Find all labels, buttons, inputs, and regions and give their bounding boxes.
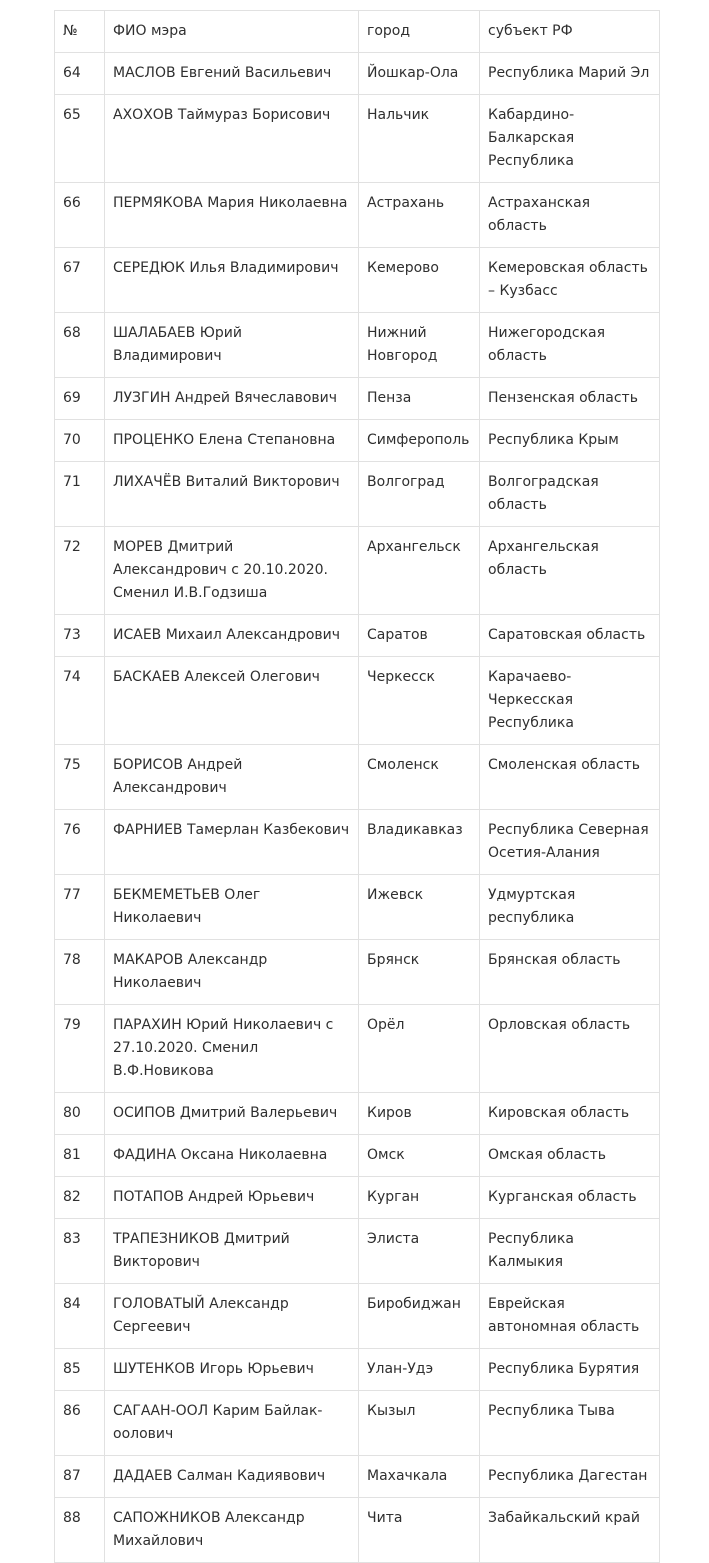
region-name: Республика Калмыкия bbox=[480, 1219, 660, 1284]
city-name: Архангельск bbox=[359, 527, 480, 615]
city-name: Нижний Новгород bbox=[359, 313, 480, 378]
mayor-name: ШАЛАБАЕВ Юрий Владимирович bbox=[105, 313, 359, 378]
row-number: 76 bbox=[55, 810, 105, 875]
row-number: 71 bbox=[55, 462, 105, 527]
region-name: Забайкальский край bbox=[480, 1498, 660, 1563]
region-name: Пензенская область bbox=[480, 378, 660, 420]
header-city: город bbox=[359, 11, 480, 53]
table-row bbox=[55, 810, 660, 875]
mayor-name: САГААН-ООЛ Карим Байлак-оолович bbox=[105, 1391, 359, 1456]
table-row bbox=[55, 940, 660, 1005]
city-name: Кызыл bbox=[359, 1391, 480, 1456]
row-number: 84 bbox=[55, 1284, 105, 1349]
row-number: 88 bbox=[55, 1498, 105, 1563]
table-row bbox=[55, 313, 660, 378]
city-name: Орёл bbox=[359, 1005, 480, 1093]
region-name: Брянская область bbox=[480, 940, 660, 1005]
row-number: 81 bbox=[55, 1135, 105, 1177]
city-name: Улан-Удэ bbox=[359, 1349, 480, 1391]
city-name: Киров bbox=[359, 1093, 480, 1135]
row-number: 67 bbox=[55, 248, 105, 313]
row-number: 79 bbox=[55, 1005, 105, 1093]
table-row bbox=[55, 95, 660, 183]
mayor-name: ПАРАХИН Юрий Николаевич с 27.10.2020. Сменил В.Ф.Новикова bbox=[105, 1005, 359, 1093]
region-name: Республика Крым bbox=[480, 420, 660, 462]
row-number: 68 bbox=[55, 313, 105, 378]
mayor-name: ИСАЕВ Михаил Александрович bbox=[105, 615, 359, 657]
table-row bbox=[55, 1177, 660, 1219]
city-name: Нальчик bbox=[359, 95, 480, 183]
table-row bbox=[55, 1093, 660, 1135]
mayor-name: САПОЖНИКОВ Александр Михайлович bbox=[105, 1498, 359, 1563]
mayor-name: МОРЕВ Дмитрий Александрович с 20.10.2020. Сменил И.В.Годзиша bbox=[105, 527, 359, 615]
region-name: Кабардино-Балкарская Республика bbox=[480, 95, 660, 183]
mayor-name: СЕРЕДЮК Илья Владимирович bbox=[105, 248, 359, 313]
table-row bbox=[55, 1456, 660, 1498]
row-number: 69 bbox=[55, 378, 105, 420]
region-name: Нижегородская область bbox=[480, 313, 660, 378]
mayor-name: ПРОЦЕНКО Елена Степановна bbox=[105, 420, 359, 462]
table-row bbox=[55, 657, 660, 745]
region-name: Смоленская область bbox=[480, 745, 660, 810]
row-number: 66 bbox=[55, 183, 105, 248]
row-number: 82 bbox=[55, 1177, 105, 1219]
city-name: Курган bbox=[359, 1177, 480, 1219]
region-name: Республика Тыва bbox=[480, 1391, 660, 1456]
mayor-name: ШУТЕНКОВ Игорь Юрьевич bbox=[105, 1349, 359, 1391]
region-name: Республика Марий Эл bbox=[480, 53, 660, 95]
row-number: 64 bbox=[55, 53, 105, 95]
city-name: Махачкала bbox=[359, 1456, 480, 1498]
table-row bbox=[55, 745, 660, 810]
city-name: Симферополь bbox=[359, 420, 480, 462]
mayor-name: ФАРНИЕВ Тамерлан Казбекович bbox=[105, 810, 359, 875]
city-name: Пенза bbox=[359, 378, 480, 420]
row-number: 73 bbox=[55, 615, 105, 657]
mayor-name: АХОХОВ Таймураз Борисович bbox=[105, 95, 359, 183]
region-name: Архангельская область bbox=[480, 527, 660, 615]
table-row bbox=[55, 527, 660, 615]
table-body bbox=[55, 53, 660, 1563]
region-name: Удмуртская республика bbox=[480, 875, 660, 940]
row-number: 72 bbox=[55, 527, 105, 615]
table-row bbox=[55, 462, 660, 527]
header-region: субъект РФ bbox=[480, 11, 660, 53]
header-mayor-name: ФИО мэра bbox=[105, 11, 359, 53]
mayor-name: ОСИПОВ Дмитрий Валерьевич bbox=[105, 1093, 359, 1135]
region-name: Волгоградская область bbox=[480, 462, 660, 527]
city-name: Элиста bbox=[359, 1219, 480, 1284]
region-name: Республика Северная Осетия-Алания bbox=[480, 810, 660, 875]
mayor-name: МАСЛОВ Евгений Васильевич bbox=[105, 53, 359, 95]
table-row bbox=[55, 1284, 660, 1349]
row-number: 87 bbox=[55, 1456, 105, 1498]
city-name: Кемерово bbox=[359, 248, 480, 313]
row-number: 85 bbox=[55, 1349, 105, 1391]
city-name: Ижевск bbox=[359, 875, 480, 940]
region-name: Кировская область bbox=[480, 1093, 660, 1135]
city-name: Смоленск bbox=[359, 745, 480, 810]
city-name: Владикавказ bbox=[359, 810, 480, 875]
mayor-name: ПЕРМЯКОВА Мария Николаевна bbox=[105, 183, 359, 248]
row-number: 70 bbox=[55, 420, 105, 462]
table-row bbox=[55, 183, 660, 248]
header-number: № bbox=[55, 11, 105, 53]
table-row bbox=[55, 1498, 660, 1563]
region-name: Астраханская область bbox=[480, 183, 660, 248]
region-name: Кемеровская область – Кузбасс bbox=[480, 248, 660, 313]
mayor-name: ФАДИНА Оксана Николаевна bbox=[105, 1135, 359, 1177]
table-row bbox=[55, 1135, 660, 1177]
region-name: Орловская область bbox=[480, 1005, 660, 1093]
header-row bbox=[55, 11, 660, 53]
table-row bbox=[55, 420, 660, 462]
mayor-name: ДАДАЕВ Салман Кадиявович bbox=[105, 1456, 359, 1498]
table-row bbox=[55, 1349, 660, 1391]
city-name: Волгоград bbox=[359, 462, 480, 527]
table-row bbox=[55, 1005, 660, 1093]
city-name: Чита bbox=[359, 1498, 480, 1563]
row-number: 78 bbox=[55, 940, 105, 1005]
region-name: Карачаево-Черкесская Республика bbox=[480, 657, 660, 745]
mayor-name: МАКАРОВ Александр Николаевич bbox=[105, 940, 359, 1005]
city-name: Астрахань bbox=[359, 183, 480, 248]
mayor-name: ГОЛОВАТЫЙ Александр Сергеевич bbox=[105, 1284, 359, 1349]
table-row bbox=[55, 1391, 660, 1456]
table-header bbox=[55, 11, 660, 53]
mayor-name: ПОТАПОВ Андрей Юрьевич bbox=[105, 1177, 359, 1219]
row-number: 83 bbox=[55, 1219, 105, 1284]
row-number: 65 bbox=[55, 95, 105, 183]
region-name: Саратовская область bbox=[480, 615, 660, 657]
region-name: Еврейская автономная область bbox=[480, 1284, 660, 1349]
city-name: Брянск bbox=[359, 940, 480, 1005]
mayors-table bbox=[54, 10, 660, 1563]
row-number: 77 bbox=[55, 875, 105, 940]
table-row bbox=[55, 378, 660, 420]
table-row bbox=[55, 248, 660, 313]
mayor-name: БОРИСОВ Андрей Александрович bbox=[105, 745, 359, 810]
region-name: Республика Дагестан bbox=[480, 1456, 660, 1498]
mayor-name: ЛИХАЧЁВ Виталий Викторович bbox=[105, 462, 359, 527]
city-name: Йошкар-Ола bbox=[359, 53, 480, 95]
row-number: 80 bbox=[55, 1093, 105, 1135]
table-row bbox=[55, 1219, 660, 1284]
city-name: Омск bbox=[359, 1135, 480, 1177]
mayor-name: БАСКАЕВ Алексей Олегович bbox=[105, 657, 359, 745]
table-row bbox=[55, 875, 660, 940]
row-number: 74 bbox=[55, 657, 105, 745]
region-name: Республика Бурятия bbox=[480, 1349, 660, 1391]
table-row bbox=[55, 615, 660, 657]
city-name: Черкесск bbox=[359, 657, 480, 745]
mayor-name: БЕКМЕМЕТЬЕВ Олег Николаевич bbox=[105, 875, 359, 940]
table-row bbox=[55, 53, 660, 95]
row-number: 86 bbox=[55, 1391, 105, 1456]
mayor-name: ТРАПЕЗНИКОВ Дмитрий Викторович bbox=[105, 1219, 359, 1284]
region-name: Омская область bbox=[480, 1135, 660, 1177]
row-number: 75 bbox=[55, 745, 105, 810]
city-name: Биробиджан bbox=[359, 1284, 480, 1349]
mayor-name: ЛУЗГИН Андрей Вячеславович bbox=[105, 378, 359, 420]
region-name: Курганская область bbox=[480, 1177, 660, 1219]
city-name: Саратов bbox=[359, 615, 480, 657]
